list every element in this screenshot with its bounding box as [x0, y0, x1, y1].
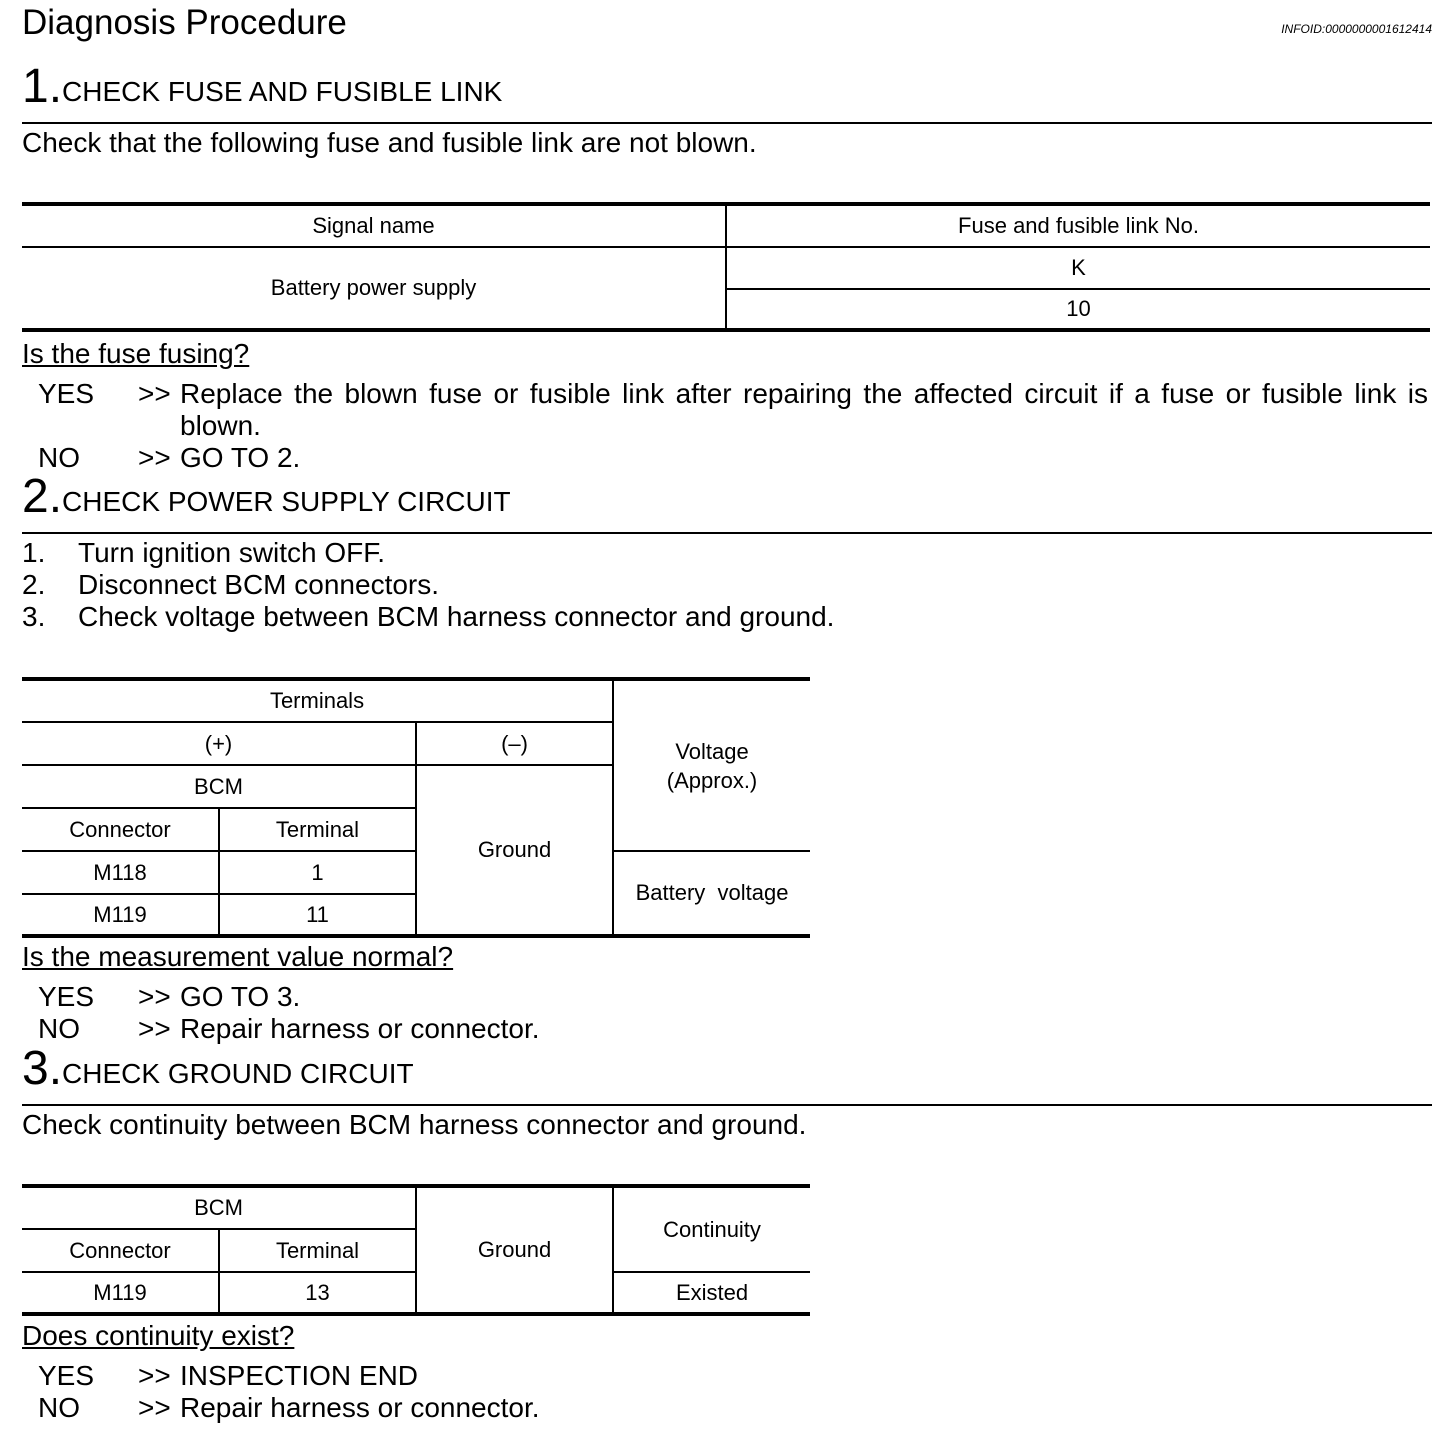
signal-battery-power-supply: Battery power supply	[22, 247, 726, 330]
voltage-table	[22, 677, 810, 938]
divider	[22, 122, 1432, 124]
table-row	[22, 1272, 810, 1314]
answer-no	[38, 442, 1428, 474]
step-number: 3.	[22, 1042, 63, 1095]
answer-no	[38, 1392, 1428, 1424]
step-1-header	[22, 62, 502, 112]
arrow-icon: >>	[138, 378, 171, 409]
list-text: Disconnect BCM connectors.	[78, 569, 440, 600]
header-connector: Connector	[22, 1229, 219, 1272]
answer-text: INSPECTION END	[180, 1360, 419, 1391]
answer-link-text: GO TO 2.	[180, 442, 301, 473]
header-fuse-no: Fuse and fusible link No.	[726, 204, 1430, 247]
arrow-icon: >>	[138, 981, 171, 1012]
arrow-icon: >>	[138, 1013, 171, 1044]
answer-text: Replace the blown fuse or fusible link after repairing the affected circuit if a fuse or fusible link is blown.	[180, 378, 1428, 441]
list-text: Check voltage between BCM harness connector and ground.	[78, 601, 835, 632]
connector-cell: M118	[22, 851, 219, 894]
answer-label: YES	[38, 1360, 95, 1391]
list-number: 2.	[22, 569, 46, 600]
step-2-header	[22, 472, 511, 522]
answer-label: YES	[38, 981, 95, 1012]
divider	[22, 1104, 1432, 1106]
list-item	[22, 569, 1022, 601]
step-heading: CHECK POWER SUPPLY CIRCUIT	[62, 486, 511, 517]
list-number: 3.	[22, 601, 46, 632]
divider	[22, 532, 1432, 534]
info-id: INFOID:0000000001612414	[1281, 22, 1432, 36]
step-1-question: Is the fuse fusing?	[22, 338, 250, 369]
list-text: Turn ignition switch OFF.	[78, 537, 386, 568]
answer-label: NO	[38, 1013, 80, 1044]
terminal-cell: 13	[219, 1272, 416, 1314]
step-number: 2.	[22, 470, 63, 523]
step-3-question: Does continuity exist?	[22, 1320, 295, 1351]
ground-cell: Ground	[416, 1186, 613, 1314]
answer-label: NO	[38, 1392, 80, 1423]
header-continuity: Continuity	[613, 1186, 810, 1272]
connector-cell: M119	[22, 1272, 219, 1314]
answer-label: NO	[38, 442, 80, 473]
voltage-value: Battery voltage	[613, 851, 810, 936]
fuse-value: K	[726, 247, 1430, 289]
list-number: 1.	[22, 537, 46, 568]
header-terminals: Terminals	[22, 679, 613, 722]
fuse-table	[22, 202, 1430, 332]
step-2-question: Is the measurement value normal?	[22, 941, 454, 972]
header-signal-name: Signal name	[22, 204, 726, 247]
step-heading: CHECK GROUND CIRCUIT	[62, 1058, 414, 1089]
answer-text: Repair harness or connector.	[180, 1392, 540, 1423]
header-bcm: BCM	[22, 765, 416, 808]
continuity-value: Existed	[613, 1272, 810, 1314]
terminal-cell: 1	[219, 851, 416, 894]
step-1-instruction: Check that the following fuse and fusible link are not blown.	[22, 127, 757, 158]
answer-yes	[38, 378, 1428, 442]
step-heading: CHECK FUSE AND FUSIBLE LINK	[62, 76, 503, 107]
arrow-icon: >>	[138, 442, 171, 473]
arrow-icon: >>	[138, 1392, 171, 1423]
list-item	[22, 601, 1022, 633]
header-terminal: Terminal	[219, 1229, 416, 1272]
arrow-icon: >>	[138, 1360, 171, 1391]
answer-text: Repair harness or connector.	[180, 1013, 540, 1044]
step-3-instruction: Check continuity between BCM harness connector and ground.	[22, 1109, 807, 1140]
fuse-value: 10	[726, 289, 1430, 330]
ground-cell: Ground	[416, 765, 613, 936]
header-minus: (–)	[416, 722, 613, 765]
page-title: Diagnosis Procedure	[22, 3, 347, 42]
list-item	[22, 537, 1022, 569]
continuity-table	[22, 1184, 810, 1316]
answer-yes	[38, 1360, 1428, 1392]
answer-no	[38, 1013, 1428, 1045]
header-terminal: Terminal	[219, 808, 416, 851]
step-number: 1.	[22, 60, 63, 113]
header-connector: Connector	[22, 808, 219, 851]
header-bcm: BCM	[22, 1186, 416, 1229]
terminal-cell: 11	[219, 894, 416, 936]
answer-link-text: GO TO 3.	[180, 981, 301, 1012]
header-plus: (+)	[22, 722, 416, 765]
answer-yes	[38, 981, 1428, 1013]
step-3-header	[22, 1044, 414, 1094]
connector-cell: M119	[22, 894, 219, 936]
answer-label: YES	[38, 378, 95, 409]
header-voltage: Voltage (Approx.)	[613, 679, 810, 851]
